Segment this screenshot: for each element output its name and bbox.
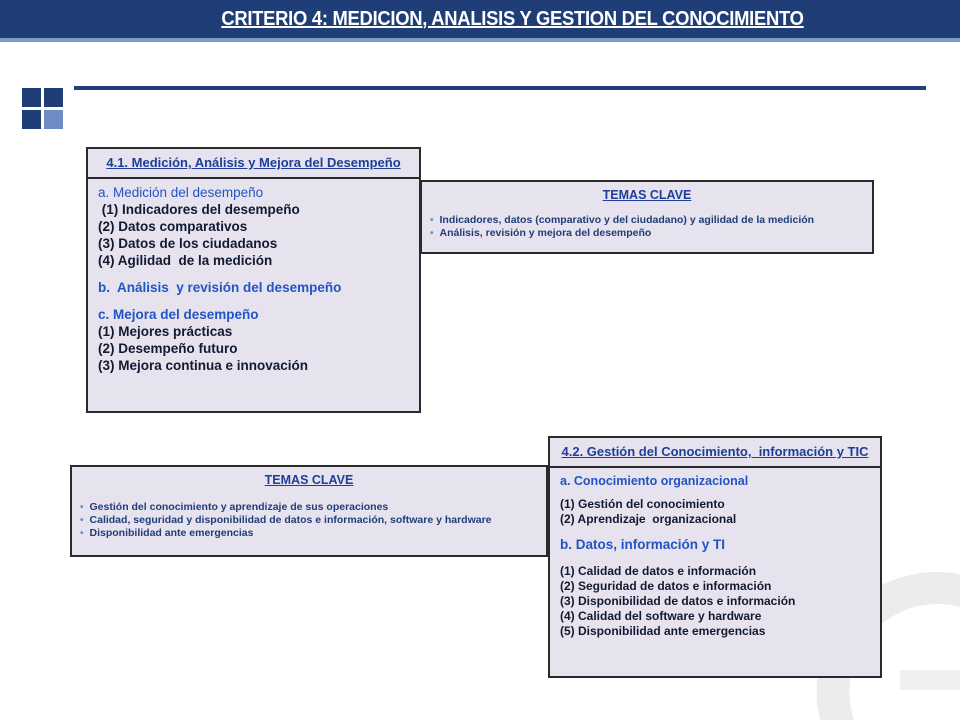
list-item: (2) Aprendizaje organizacional xyxy=(560,512,737,526)
list-item: (1) Mejores prácticas xyxy=(98,324,233,339)
title-bar xyxy=(0,0,960,38)
list-item: (2) Seguridad de datos e información xyxy=(560,579,772,593)
list-item: (4) Agilidad de la medición xyxy=(98,253,273,268)
list-item: • Calidad, seguridad y disponibilidad de datos e información, software y hardware xyxy=(80,514,538,527)
section-41-box xyxy=(86,147,421,413)
list-item: (3) Mejora continua e innovación xyxy=(98,358,309,373)
list-item: (5) Disponibilidad ante emergencias xyxy=(560,624,766,638)
temas-clave-title: TEMAS CLAVE xyxy=(264,473,354,487)
list-item: (1) Indicadores del desempeño xyxy=(98,202,300,217)
section-41-title: 4.1. Medición, Análisis y Mejora del Desempeño xyxy=(88,149,419,179)
list-item: (1) Calidad de datos e información xyxy=(560,564,757,578)
list-item: (3) Datos de los ciudadanos xyxy=(98,236,278,251)
section-41-b-title: b. Análisis y revisión del desempeño xyxy=(98,280,342,295)
list-item: • Indicadores, datos (comparativo y del ciudadano) y agilidad de la medición xyxy=(430,214,864,227)
list-item: (4) Calidad del software y hardware xyxy=(560,609,762,623)
list-item: (1) Gestión del conocimiento xyxy=(560,497,725,511)
title-bar-accent xyxy=(0,38,960,42)
section-42-b-title: b. Datos, información y TI xyxy=(560,537,726,552)
section-41-c-title: c. Mejora del desempeño xyxy=(98,307,259,322)
section-42-title: 4.2. Gestión del Conocimiento, información y TIC xyxy=(550,438,880,468)
temas-clave-box-1 xyxy=(420,180,874,254)
temas-clave-title: TEMAS CLAVE xyxy=(602,188,692,202)
list-item: (2) Datos comparativos xyxy=(98,219,248,234)
section-41-a-title: a. Medición del desempeño xyxy=(98,185,264,200)
list-item: • Gestión del conocimiento y aprendizaje de sus operaciones xyxy=(80,501,538,514)
section-42-a-title: a. Conocimiento organizacional xyxy=(560,474,749,488)
squares-logo-icon xyxy=(22,88,64,130)
section-42-box xyxy=(548,436,882,678)
page-title: CRITERIO 4: MEDICION, ANALISIS Y GESTION DEL CONOCIMIENTO xyxy=(220,7,804,30)
list-item: • Disponibilidad ante emergencias xyxy=(80,527,538,540)
list-item: • Análisis, revisión y mejora del desempeño xyxy=(430,227,864,240)
list-item: (3) Disponibilidad de datos e información xyxy=(560,594,796,608)
divider xyxy=(74,86,926,90)
list-item: (2) Desempeño futuro xyxy=(98,341,238,356)
temas-clave-box-2 xyxy=(70,465,548,557)
